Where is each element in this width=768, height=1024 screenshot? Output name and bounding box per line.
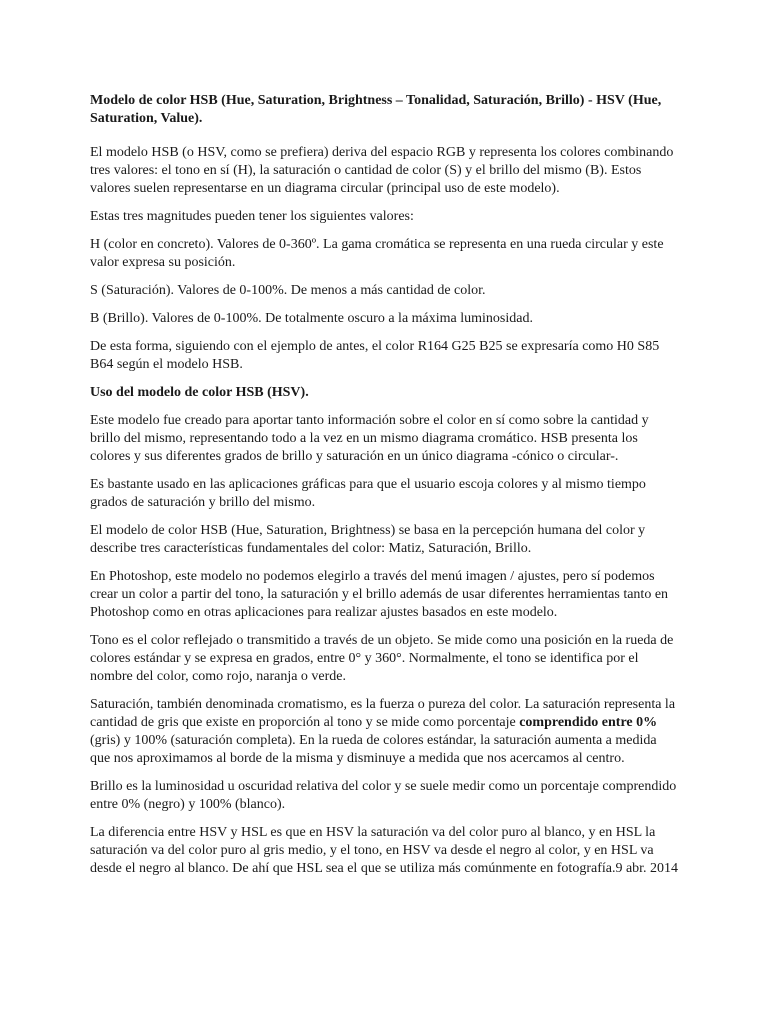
paragraph-brightness-definition: Brillo es la luminosidad u oscuridad relativa del color y se suele medir como un porcentaje comprendido entre 0% (negro) y 100% (blanco).	[90, 779, 677, 812]
paragraph-human-perception: El modelo de color HSB (Hue, Saturation, Brightness) se basa en la percepción humana del color y describe tres características fundamentales del color: Matiz, Saturación, Brillo.	[90, 523, 646, 556]
paragraph-hue-definition: Tono es el color reflejado o transmitido a través de un objeto. Se mide como una posición en la rueda de colores estándar y se expresa en grados, entre 0° y 360°. Normalmente, el tono se identifica por el nombre del color, como rojo, naranja o verde.	[90, 633, 674, 684]
paragraph-hsv-vs-hsl: La diferencia entre HSV y HSL es que en HSV la saturación va del color puro al blanco, y en HSL la saturación va del color puro al gris medio, y el tono, en HSV va desde el negro al color, y en HSL va desde el negro al blanco. De ahí que HSL sea el que se utiliza más comúnmente en fotografía.9 abr. 2014	[90, 825, 679, 876]
document-heading-usage: Uso del modelo de color HSB (HSV).	[90, 385, 309, 400]
paragraph-brightness-values: B (Brillo). Valores de 0-100%. De totalmente oscuro a la máxima luminosidad.	[90, 311, 533, 326]
document-page	[90, 92, 680, 888]
saturation-text-end: (gris) y 100% (saturación completa). En la rueda de colores estándar, la saturación aumenta a medida que nos aproximamos al borde de la misma y disminuye a medida que nos acercamos al centro.	[90, 733, 657, 766]
paragraph-graphic-apps: Es bastante usado en las aplicaciones gráficas para que el usuario escoja colores y al mismo tiempo grados de saturación y brillo del mismo.	[90, 477, 646, 510]
paragraph-magnitudes: Estas tres magnitudes pueden tener los siguientes valores:	[90, 209, 414, 224]
paragraph-saturation-definition	[90, 696, 680, 768]
document-heading-hsb-model: Modelo de color HSB (Hue, Saturation, Brightness – Tonalidad, Saturación, Brillo) - HSV (Hue, Saturation, Value).	[90, 93, 662, 126]
paragraph-example: De esta forma, siguiendo con el ejemplo de antes, el color R164 G25 B25 se expresaría como H0 S85 B64 según el modelo HSB.	[90, 339, 660, 372]
paragraph-saturation-values: S (Saturación). Valores de 0-100%. De menos a más cantidad de color.	[90, 283, 486, 298]
paragraph-model-purpose: Este modelo fue creado para aportar tanto información sobre el color en sí como sobre la cantidad y brillo del mismo, representando todo a la vez en un mismo diagrama cromático. HSB presenta los colores y sus diferentes grados de brillo y saturación en un único diagrama -cónico o circular-.	[90, 413, 649, 464]
paragraph-hsb-intro: El modelo HSB (o HSV, como se prefiera) deriva del espacio RGB y representa los colores combinando tres valores: el tono en sí (H), la saturación o cantidad de color (S) y el brillo del mismo (B). Estos valores suelen representarse en un diagrama circular (principal uso de este modelo).	[90, 145, 674, 196]
paragraph-hue-values: H (color en concreto). Valores de 0-360º. La gama cromática se representa en una rueda circular y este valor expresa su posición.	[90, 237, 664, 270]
paragraph-photoshop: En Photoshop, este modelo no podemos elegirlo a través del menú imagen / ajustes, pero sí podemos crear un color a partir del tono, la saturación y el brillo además de usar diferentes herramientas tanto en Photoshop como en otras aplicaciones para realizar ajustes basados en este modelo.	[90, 569, 669, 620]
saturation-bold-range: comprendido entre 0%	[519, 715, 658, 730]
saturation-text-start: Saturación, también denominada cromatismo, es la fuerza o pureza del color. La saturación representa la cantidad de gris que existe en proporción al tono y se mide como porcentaje	[90, 697, 676, 730]
